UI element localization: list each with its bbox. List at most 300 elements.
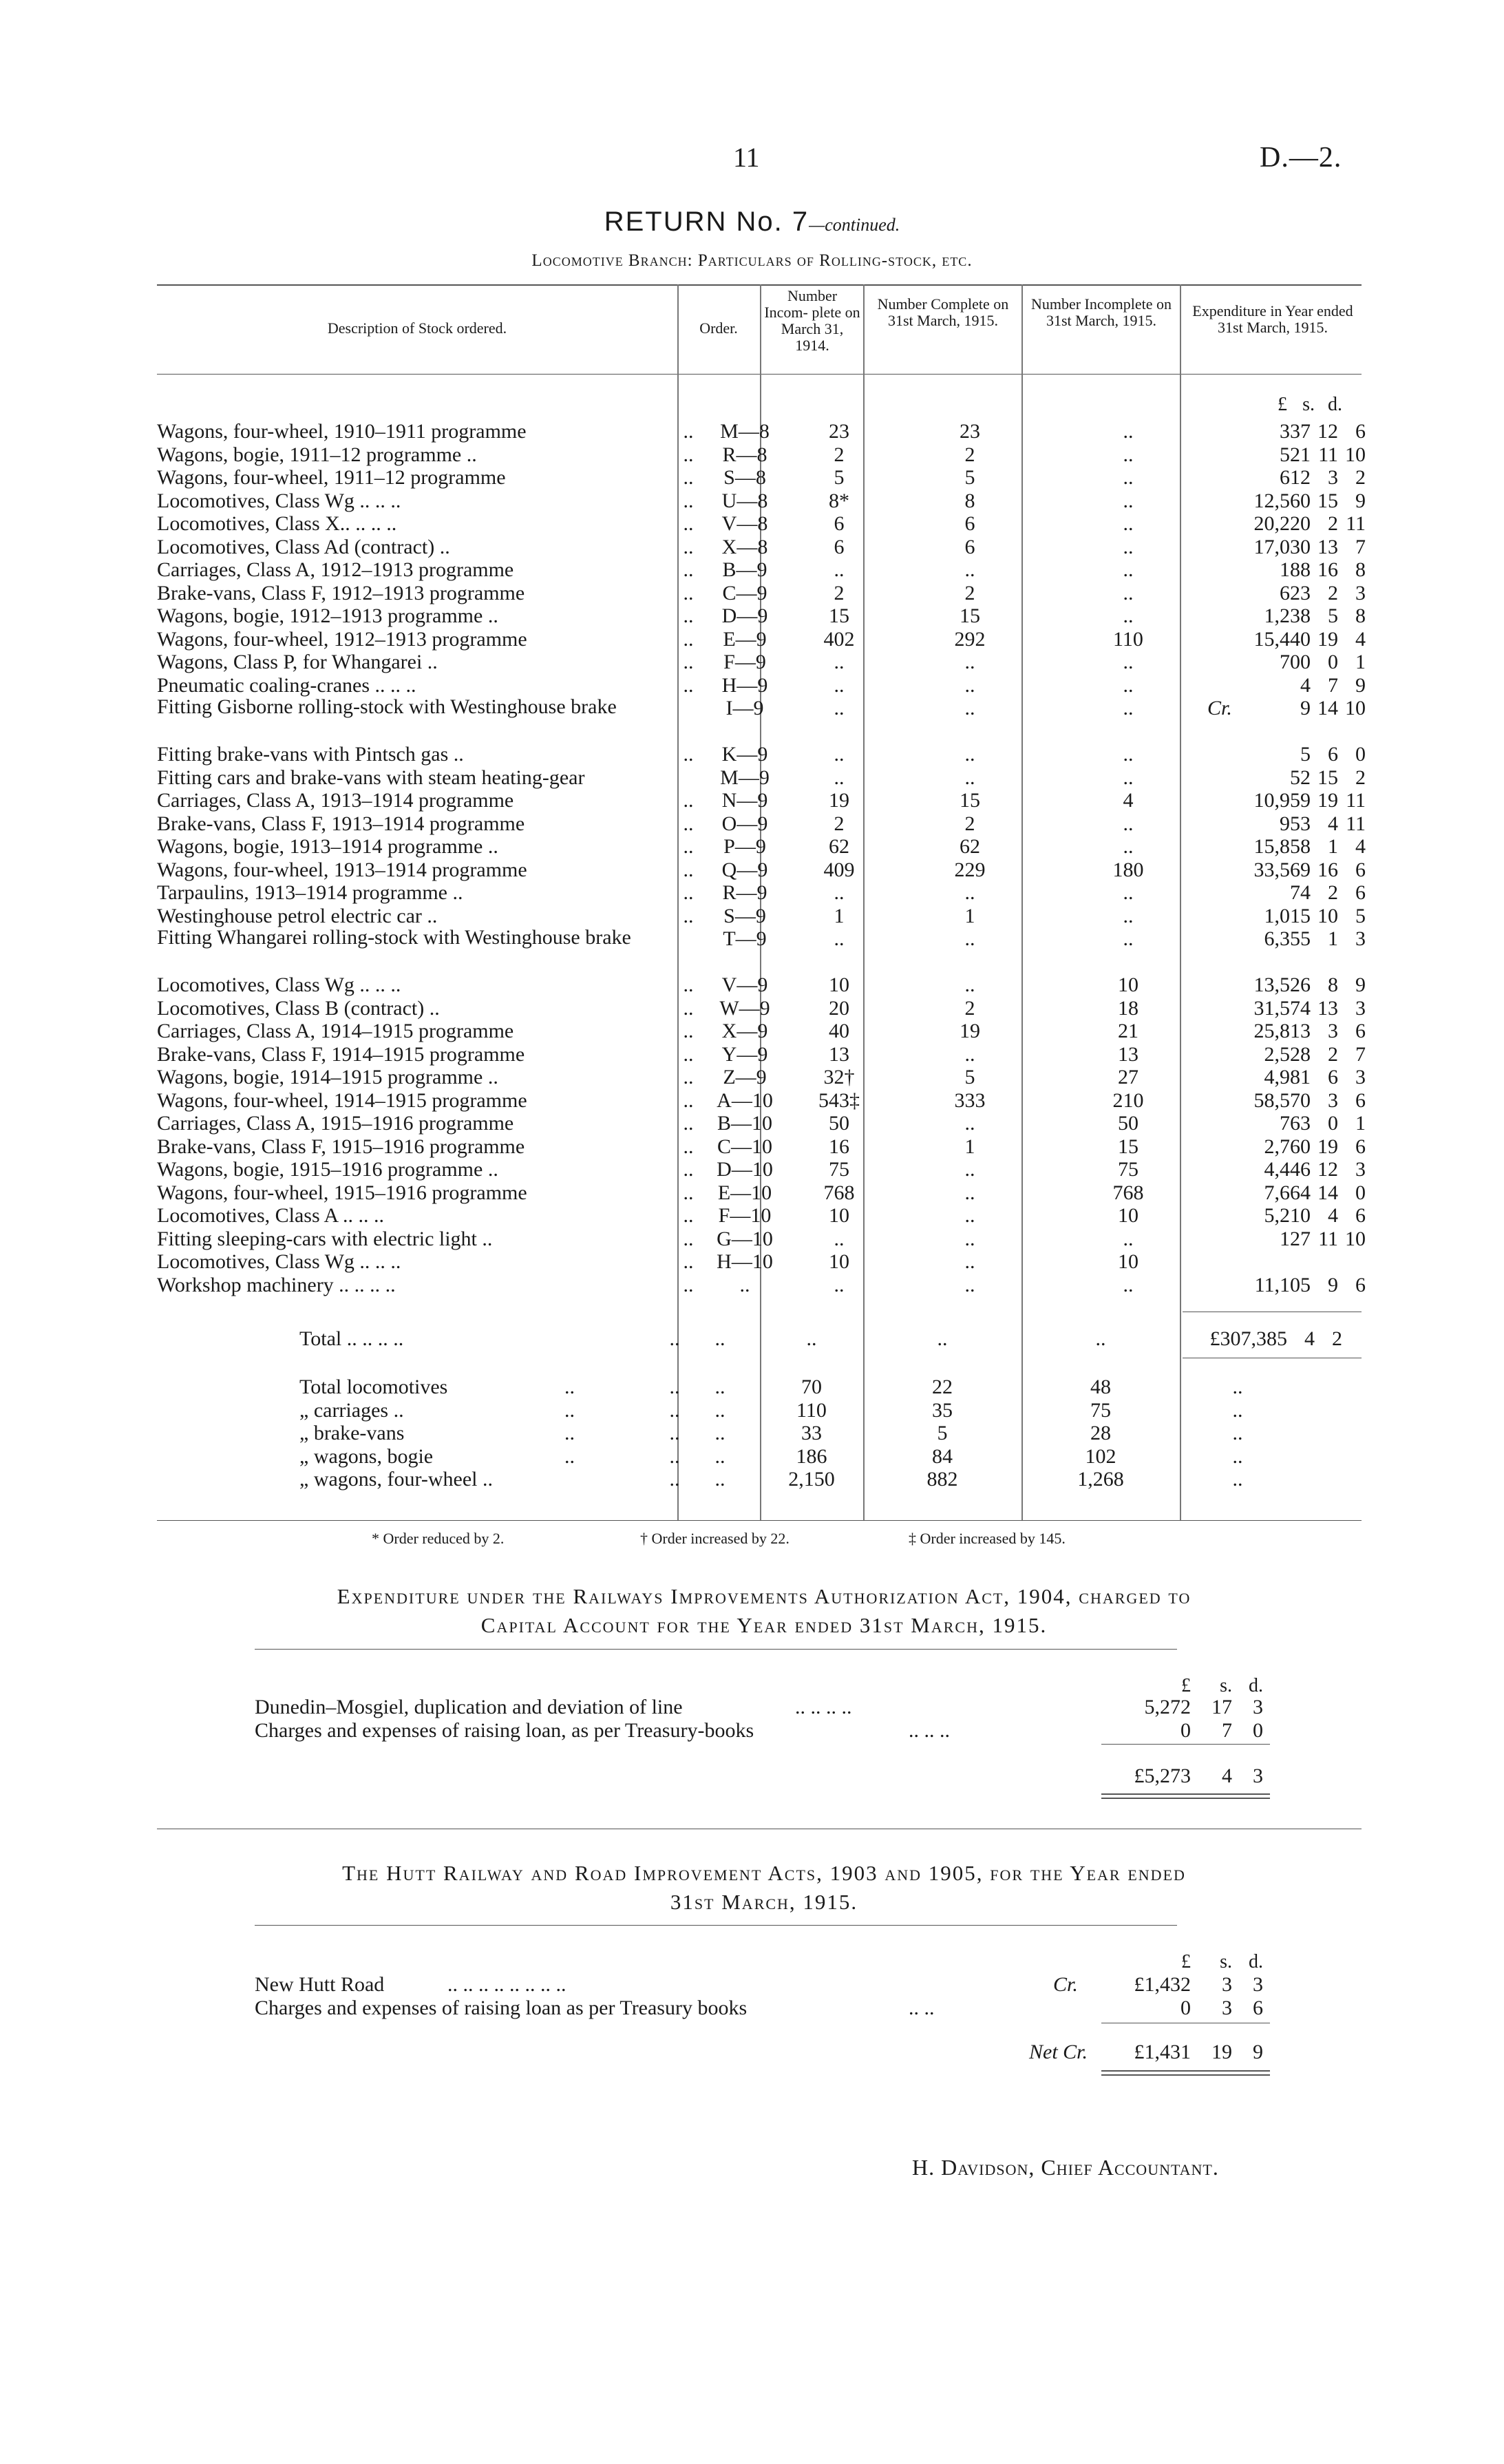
s2-pounds-header: £ bbox=[1181, 1675, 1191, 1696]
table-row bbox=[157, 1112, 1366, 1135]
section3-item-dots: .. .. .. .. .. .. .. .. bbox=[447, 1973, 566, 1996]
row-order: R—8 bbox=[722, 443, 767, 466]
row-order: B—10 bbox=[717, 1112, 772, 1135]
row-description: Wagons, four-wheel, 1914–1915 programme bbox=[157, 1088, 527, 1112]
row-pence: 11 bbox=[1346, 789, 1366, 812]
row-complete-1915: .. bbox=[964, 1181, 975, 1204]
row-order: Q—9 bbox=[721, 858, 768, 881]
row-pence: 8 bbox=[1355, 604, 1366, 627]
row-pounds: 15,858 bbox=[1253, 835, 1311, 858]
summary-expenditure: .. bbox=[1232, 1398, 1243, 1422]
row-leader-dots: .. bbox=[683, 1020, 694, 1042]
table-row bbox=[157, 489, 1366, 513]
s3-item-pounds: £1,432 bbox=[1134, 1973, 1191, 1996]
row-pounds: 953 bbox=[1280, 812, 1311, 835]
summary-leader-dots: .. bbox=[564, 1376, 575, 1398]
row-order: T—9 bbox=[723, 927, 767, 950]
table-row bbox=[157, 859, 1366, 882]
s3-item-shillings: 3 bbox=[1222, 1996, 1232, 2019]
summary-incomplete-1914: 70 bbox=[801, 1376, 822, 1398]
row-incomplete-1914: 10 bbox=[829, 973, 849, 996]
row-incomplete-1915: .. bbox=[1123, 697, 1134, 719]
pence-header: d. bbox=[1328, 394, 1342, 415]
row-complete-1915: 6 bbox=[964, 512, 975, 535]
section2-item-amount bbox=[1094, 1696, 1263, 1719]
row-shillings: 16 bbox=[1317, 858, 1338, 881]
s2-total-pounds: £5,273 bbox=[1134, 1765, 1191, 1787]
row-incomplete-1914: .. bbox=[834, 651, 845, 673]
row-expenditure bbox=[1207, 927, 1366, 973]
row-incomplete-1914: .. bbox=[834, 743, 845, 766]
row-description: Locomotives, Class Wg .. .. .. bbox=[157, 973, 401, 996]
row-incomplete-1915: .. bbox=[1123, 904, 1134, 927]
row-expenditure bbox=[1207, 604, 1366, 628]
row-description: Brake-vans, Class F, 1912–1913 programme bbox=[157, 581, 525, 604]
summary-complete-1915: 84 bbox=[932, 1444, 953, 1468]
table-row bbox=[157, 1181, 1366, 1205]
row-description: Wagons, four-wheel, 1912–1913 programme bbox=[157, 627, 527, 651]
return-continued: —continued. bbox=[809, 215, 900, 235]
rolling-stock-rows bbox=[157, 420, 1366, 1296]
row-incomplete-1914: .. bbox=[834, 927, 845, 950]
summary-complete-1915: 5 bbox=[937, 1422, 948, 1444]
row-leader-dots: .. bbox=[683, 835, 694, 858]
table-bottom-rule bbox=[157, 1520, 1362, 1521]
col-header-complete-1915: Number Complete on 31st March, 1915. bbox=[877, 295, 1009, 329]
row-order: H—10 bbox=[717, 1250, 773, 1273]
row-pounds: 25,813 bbox=[1253, 1020, 1311, 1042]
s3-item-pence: 6 bbox=[1253, 1996, 1263, 2019]
row-pounds: 521 bbox=[1280, 443, 1311, 466]
table-row bbox=[157, 1043, 1366, 1066]
section2-total bbox=[1094, 1765, 1263, 1788]
row-leader-dots: .. bbox=[683, 881, 694, 904]
summary-label: „ wagons, bogie bbox=[299, 1444, 434, 1468]
row-pounds: 2,528 bbox=[1264, 1042, 1311, 1066]
summary-incomplete-1915: 48 bbox=[1090, 1376, 1111, 1398]
row-incomplete-1914: 16 bbox=[829, 1135, 849, 1158]
row-incomplete-1915: .. bbox=[1123, 651, 1134, 673]
row-order: V—9 bbox=[721, 973, 768, 996]
row-complete-1915: .. bbox=[964, 1250, 975, 1273]
summary-label: Total locomotives bbox=[299, 1376, 448, 1398]
row-pounds: 6,355 bbox=[1264, 927, 1311, 950]
return-title bbox=[0, 207, 1504, 238]
row-pounds: 20,220 bbox=[1253, 512, 1311, 535]
table-row bbox=[157, 651, 1366, 674]
row-leader-dots bbox=[675, 766, 702, 790]
total-label: Total .. .. .. .. bbox=[299, 1327, 404, 1350]
row-shillings: 4 bbox=[1328, 1204, 1338, 1227]
row-leader-dots: .. bbox=[683, 858, 694, 881]
row-pence: 5 bbox=[1355, 904, 1366, 927]
row-incomplete-1915: 13 bbox=[1118, 1042, 1138, 1066]
row-incomplete-1914: 768 bbox=[823, 1181, 855, 1204]
row-shillings: 10 bbox=[1317, 904, 1338, 927]
row-incomplete-1915: .. bbox=[1123, 604, 1134, 627]
summary-label: „ wagons, four-wheel .. bbox=[299, 1468, 493, 1491]
row-order: D—9 bbox=[721, 604, 768, 627]
s2-total-pence: 3 bbox=[1253, 1765, 1263, 1787]
s3-item-shillings: 3 bbox=[1222, 1973, 1232, 1996]
s2-shillings-header: s. bbox=[1220, 1675, 1232, 1696]
s3-item-pence: 3 bbox=[1253, 1973, 1263, 1996]
row-expenditure bbox=[1207, 1274, 1366, 1297]
row-incomplete-1914: 402 bbox=[823, 627, 855, 651]
row-leader-dots: .. bbox=[683, 1066, 694, 1088]
row-complete-1915: 292 bbox=[954, 627, 986, 651]
row-incomplete-1914: .. bbox=[834, 766, 845, 789]
summary-leader-dots: .. bbox=[669, 1422, 680, 1444]
row-pence: 9 bbox=[1355, 673, 1366, 697]
table-row bbox=[157, 905, 1366, 928]
table-row bbox=[157, 1274, 1366, 1297]
row-pence: 2 bbox=[1355, 766, 1366, 789]
row-pence: 6 bbox=[1355, 1204, 1366, 1227]
row-shillings: 4 bbox=[1328, 812, 1338, 835]
summary-expenditure: .. bbox=[1232, 1376, 1243, 1398]
table-row bbox=[157, 1135, 1366, 1159]
row-incomplete-1914: .. bbox=[834, 558, 845, 581]
row-leader-dots: .. bbox=[683, 1112, 694, 1135]
summary-expenditure: .. bbox=[1232, 1468, 1243, 1491]
col-header-expenditure: Expenditure in Year ended 31st March, 1915. bbox=[1192, 302, 1353, 336]
row-expenditure bbox=[1207, 812, 1366, 836]
row-leader-dots: .. bbox=[683, 443, 694, 466]
row-shillings: 15 bbox=[1317, 489, 1338, 512]
row-description: Locomotives, Class A .. .. .. bbox=[157, 1204, 384, 1227]
row-pounds: 31,574 bbox=[1253, 996, 1311, 1020]
s3-net-pounds: £1,431 bbox=[1134, 2041, 1191, 2063]
section2-item-label: Charges and expenses of raising loan, as per Treasury-books bbox=[255, 1718, 754, 1742]
row-pounds: 1,238 bbox=[1264, 604, 1311, 627]
row-pence: 4 bbox=[1355, 627, 1366, 651]
row-incomplete-1914: .. bbox=[834, 697, 845, 719]
row-pounds: 612 bbox=[1280, 466, 1311, 489]
row-complete-1915: 62 bbox=[960, 835, 980, 858]
row-pounds: 4 bbox=[1300, 673, 1311, 697]
row-incomplete-1915: .. bbox=[1123, 489, 1134, 512]
table-row bbox=[157, 812, 1366, 836]
row-incomplete-1914: 2 bbox=[834, 443, 845, 466]
summary-leader-dots: .. bbox=[564, 1444, 575, 1468]
row-complete-1915: 5 bbox=[964, 1066, 975, 1088]
row-incomplete-1914: 62 bbox=[829, 835, 849, 858]
row-description: Carriages, Class A, 1914–1915 programme bbox=[157, 1020, 514, 1042]
row-expenditure bbox=[1207, 1181, 1366, 1205]
s2-item-pence: 0 bbox=[1253, 1718, 1263, 1742]
row-shillings: 16 bbox=[1317, 558, 1338, 581]
total-incomplete-1915: .. bbox=[1095, 1327, 1106, 1350]
row-pounds: 33,569 bbox=[1253, 858, 1311, 881]
row-leader-dots: .. bbox=[683, 789, 694, 812]
row-incomplete-1914: 409 bbox=[823, 858, 855, 881]
row-pence: 7 bbox=[1355, 1042, 1366, 1066]
row-expenditure bbox=[1207, 1250, 1366, 1274]
row-description: Locomotives, Class Wg .. .. .. bbox=[157, 489, 401, 512]
row-complete-1915: 23 bbox=[960, 420, 980, 443]
row-pence: 3 bbox=[1355, 996, 1366, 1020]
row-shillings: 12 bbox=[1317, 1158, 1338, 1181]
table-row bbox=[157, 1066, 1366, 1089]
row-expenditure bbox=[1207, 489, 1366, 513]
row-incomplete-1915: .. bbox=[1123, 835, 1134, 858]
row-incomplete-1915: 50 bbox=[1118, 1112, 1138, 1135]
row-pence: 1 bbox=[1355, 1112, 1366, 1135]
row-expenditure bbox=[1207, 420, 1366, 443]
row-pounds: 13,526 bbox=[1253, 973, 1311, 996]
table-row bbox=[157, 443, 1366, 467]
row-leader-dots: .. bbox=[683, 673, 694, 697]
row-pounds: 4,446 bbox=[1264, 1158, 1311, 1181]
row-expenditure bbox=[1207, 697, 1366, 743]
row-order: R—9 bbox=[722, 881, 767, 904]
document-reference: D.—2. bbox=[1260, 142, 1342, 173]
row-pounds: 337 bbox=[1280, 420, 1311, 443]
row-incomplete-1915: .. bbox=[1123, 581, 1134, 604]
row-leader-dots: .. bbox=[683, 466, 694, 489]
s2-item-pounds: 0 bbox=[1180, 1718, 1191, 1742]
row-expenditure bbox=[1207, 512, 1366, 536]
row-incomplete-1914: .. bbox=[834, 881, 845, 904]
total-expenditure bbox=[1183, 1327, 1342, 1351]
summary-leader-dots: .. bbox=[669, 1376, 680, 1398]
row-pence: 6 bbox=[1355, 1020, 1366, 1042]
row-order: V—8 bbox=[721, 512, 768, 535]
row-incomplete-1915: 10 bbox=[1118, 973, 1138, 996]
row-pence: 2 bbox=[1355, 466, 1366, 489]
summary-expenditure: .. bbox=[1232, 1444, 1243, 1468]
row-shillings: 11 bbox=[1318, 443, 1338, 466]
row-complete-1915: .. bbox=[964, 927, 975, 950]
row-incomplete-1914: 32† bbox=[823, 1066, 855, 1088]
summary-complete-1915: 22 bbox=[932, 1376, 953, 1398]
row-shillings: 19 bbox=[1317, 627, 1338, 651]
row-leader-dots: .. bbox=[683, 1042, 694, 1066]
row-shillings: 19 bbox=[1317, 1135, 1338, 1158]
section2-sum-rule bbox=[1101, 1744, 1270, 1745]
row-expenditure bbox=[1207, 905, 1366, 928]
row-expenditure bbox=[1207, 466, 1366, 489]
row-pence: 6 bbox=[1355, 1135, 1366, 1158]
row-shillings: 0 bbox=[1328, 1112, 1338, 1135]
row-leader-dots: .. bbox=[683, 1135, 694, 1158]
row-leader-dots: .. bbox=[683, 1250, 694, 1273]
summary-leader-dots: .. bbox=[564, 1398, 575, 1422]
summary-incomplete-1915: 28 bbox=[1090, 1422, 1111, 1444]
row-complete-1915: 6 bbox=[964, 535, 975, 558]
row-leader-dots: .. bbox=[683, 1088, 694, 1112]
row-complete-1915: .. bbox=[964, 1112, 975, 1135]
row-leader-dots: .. bbox=[683, 1204, 694, 1227]
row-complete-1915: .. bbox=[964, 881, 975, 904]
row-incomplete-1915: 768 bbox=[1112, 1181, 1144, 1204]
row-complete-1915: 15 bbox=[960, 604, 980, 627]
table-row bbox=[157, 1250, 1366, 1274]
row-description: Brake-vans, Class F, 1914–1915 programme bbox=[157, 1042, 525, 1066]
table-row bbox=[157, 973, 1366, 997]
row-description: Wagons, bogie, 1912–1913 programme .. bbox=[157, 604, 498, 627]
row-complete-1915: 229 bbox=[954, 858, 986, 881]
summary-leader-dots: .. bbox=[564, 1422, 575, 1444]
row-order: F—9 bbox=[723, 651, 766, 673]
row-pence: 11 bbox=[1346, 812, 1366, 835]
row-description: Wagons, four-wheel, 1915–1916 programme bbox=[157, 1181, 527, 1204]
summary-complete-1915: 35 bbox=[932, 1398, 953, 1422]
row-pence: 10 bbox=[1345, 443, 1366, 466]
summary-expenditure: .. bbox=[1232, 1422, 1243, 1444]
row-complete-1915: 2 bbox=[964, 581, 975, 604]
section3-title-line2: 31st March, 1915. bbox=[670, 1890, 858, 1914]
table-row bbox=[157, 697, 1366, 743]
row-shillings: 5 bbox=[1328, 604, 1338, 627]
row-description: Locomotives, Class B (contract) .. bbox=[157, 996, 440, 1020]
section3-title-line1: The Hutt Railway and Road Improvement Acts, 1903 and 1905, for the Year ended bbox=[342, 1861, 1186, 1885]
row-expenditure bbox=[1207, 628, 1366, 651]
row-complete-1915: .. bbox=[964, 1042, 975, 1066]
row-order: W—9 bbox=[719, 996, 770, 1020]
footnote-increased-22: † Order increased by 22. bbox=[640, 1530, 790, 1547]
total-shillings: 4 bbox=[1304, 1327, 1315, 1350]
row-incomplete-1915: 21 bbox=[1118, 1020, 1138, 1042]
s2-total-shillings: 4 bbox=[1222, 1765, 1232, 1787]
signature: H. Davidson, Chief Accountant. bbox=[912, 2155, 1219, 2180]
row-pence: 6 bbox=[1355, 1273, 1366, 1296]
row-pounds: 188 bbox=[1280, 558, 1311, 581]
s3-shillings-header: s. bbox=[1220, 1951, 1232, 1972]
row-pounds: 11,105 bbox=[1254, 1273, 1311, 1296]
row-shillings: 6 bbox=[1328, 1066, 1338, 1088]
row-shillings: 1 bbox=[1328, 927, 1338, 950]
section3-net-total bbox=[1094, 2041, 1263, 2064]
row-shillings: 7 bbox=[1328, 673, 1338, 697]
section3-item-label: New Hutt Road bbox=[255, 1973, 385, 1996]
row-description: Wagons, four-wheel, 1911–12 programme bbox=[157, 466, 506, 489]
s3-pence-header: d. bbox=[1249, 1951, 1263, 1972]
row-incomplete-1915: .. bbox=[1123, 881, 1134, 904]
section2-double-rule-b bbox=[1101, 1798, 1270, 1799]
section2-title-line2: Capital Account for the Year ended 31st March, 1915. bbox=[480, 1613, 1048, 1637]
section3-item-credit: Cr. bbox=[1053, 1973, 1078, 1996]
row-incomplete-1914: 13 bbox=[829, 1042, 849, 1066]
row-complete-1915: .. bbox=[964, 1227, 975, 1250]
table-row bbox=[157, 789, 1366, 812]
row-description: Carriages, Class A, 1912–1913 programme bbox=[157, 558, 514, 581]
row-complete-1915: 19 bbox=[960, 1020, 980, 1042]
row-complete-1915: .. bbox=[964, 1158, 975, 1181]
row-leader-dots: .. bbox=[683, 1181, 694, 1204]
row-complete-1915: .. bbox=[964, 1273, 975, 1296]
row-incomplete-1914: .. bbox=[834, 1273, 845, 1296]
row-expenditure bbox=[1207, 766, 1366, 790]
row-expenditure bbox=[1207, 859, 1366, 882]
row-expenditure bbox=[1207, 1043, 1366, 1066]
col-header-description: Description of Stock ordered. bbox=[327, 319, 507, 337]
row-leader-dots: .. bbox=[683, 1158, 694, 1181]
row-expenditure bbox=[1207, 674, 1366, 697]
row-incomplete-1915: .. bbox=[1123, 558, 1134, 581]
summary-incomplete-1914: 33 bbox=[801, 1422, 822, 1444]
page-number: 11 bbox=[733, 142, 760, 173]
section2-title-line1: Expenditure under the Railways Improvements Authorization Act, 1904, charged to bbox=[337, 1584, 1191, 1608]
row-description: Locomotives, Class Wg .. .. .. bbox=[157, 1250, 401, 1273]
table-row bbox=[157, 604, 1366, 628]
section2-item-dots: .. .. .. bbox=[909, 1718, 950, 1742]
row-leader-dots: .. bbox=[683, 420, 694, 443]
row-order: E—10 bbox=[717, 1181, 772, 1204]
row-incomplete-1914: 40 bbox=[829, 1020, 849, 1042]
row-pence: 7 bbox=[1355, 535, 1366, 558]
row-complete-1915: 2 bbox=[964, 996, 975, 1020]
row-pounds: 2,760 bbox=[1264, 1135, 1311, 1158]
row-incomplete-1915: .. bbox=[1123, 1227, 1134, 1250]
section2-title bbox=[165, 1582, 1363, 1640]
table-row bbox=[157, 536, 1366, 559]
s3-item-pounds: 0 bbox=[1180, 1996, 1191, 2019]
row-leader-dots: .. bbox=[683, 627, 694, 651]
row-pounds: 1,015 bbox=[1264, 904, 1311, 927]
row-description: Brake-vans, Class F, 1913–1914 programme bbox=[157, 812, 525, 835]
row-incomplete-1915: 4 bbox=[1123, 789, 1134, 812]
row-leader-dots: .. bbox=[683, 558, 694, 581]
table-row bbox=[157, 881, 1366, 905]
row-pounds: 4,981 bbox=[1264, 1066, 1311, 1088]
row-shillings: 14 bbox=[1317, 1181, 1338, 1204]
row-expenditure bbox=[1207, 1228, 1366, 1251]
row-pence: 6 bbox=[1355, 1088, 1366, 1112]
row-shillings: 11 bbox=[1318, 1227, 1338, 1250]
table-row bbox=[157, 835, 1366, 859]
row-pence: 10 bbox=[1345, 697, 1366, 719]
row-incomplete-1915: .. bbox=[1123, 766, 1134, 789]
row-order: C—10 bbox=[717, 1135, 772, 1158]
row-complete-1915: .. bbox=[964, 673, 975, 697]
row-shillings: 3 bbox=[1328, 466, 1338, 489]
row-leader-dots: .. bbox=[683, 651, 694, 673]
row-incomplete-1914: 6 bbox=[834, 535, 845, 558]
row-incomplete-1915: .. bbox=[1123, 1273, 1134, 1296]
s2-item-shillings: 17 bbox=[1211, 1696, 1232, 1718]
row-incomplete-1914: 19 bbox=[829, 789, 849, 812]
section3-item-dots: .. .. bbox=[909, 1996, 935, 2019]
row-incomplete-1915: .. bbox=[1123, 927, 1134, 950]
row-incomplete-1914: 10 bbox=[829, 1250, 849, 1273]
section2-item-dots: .. .. .. .. bbox=[795, 1696, 852, 1718]
row-description: Workshop machinery .. .. .. .. bbox=[157, 1273, 396, 1296]
section2-rule bbox=[255, 1649, 1177, 1650]
row-leader-dots: .. bbox=[683, 535, 694, 558]
row-incomplete-1915: 210 bbox=[1112, 1088, 1144, 1112]
row-leader-dots: .. bbox=[683, 1273, 694, 1296]
row-shillings: 2 bbox=[1328, 881, 1338, 904]
row-expenditure bbox=[1207, 1066, 1366, 1089]
row-pence: 3 bbox=[1355, 1066, 1366, 1088]
row-incomplete-1914: 6 bbox=[834, 512, 845, 535]
row-complete-1915: .. bbox=[964, 973, 975, 996]
row-incomplete-1915: .. bbox=[1123, 673, 1134, 697]
summary-incomplete-1915: 1,268 bbox=[1077, 1468, 1124, 1491]
row-expenditure bbox=[1207, 881, 1366, 905]
row-incomplete-1915: 10 bbox=[1118, 1204, 1138, 1227]
table-row bbox=[157, 582, 1366, 605]
row-pence: 0 bbox=[1355, 1181, 1366, 1204]
row-expenditure bbox=[1207, 743, 1366, 766]
row-expenditure bbox=[1207, 558, 1366, 582]
row-complete-1915: 2 bbox=[964, 812, 975, 835]
row-leader-dots: .. bbox=[683, 904, 694, 927]
table-row bbox=[157, 466, 1366, 489]
col-header-incomplete-1915: Number Incomplete on 31st March, 1915. bbox=[1030, 295, 1172, 329]
